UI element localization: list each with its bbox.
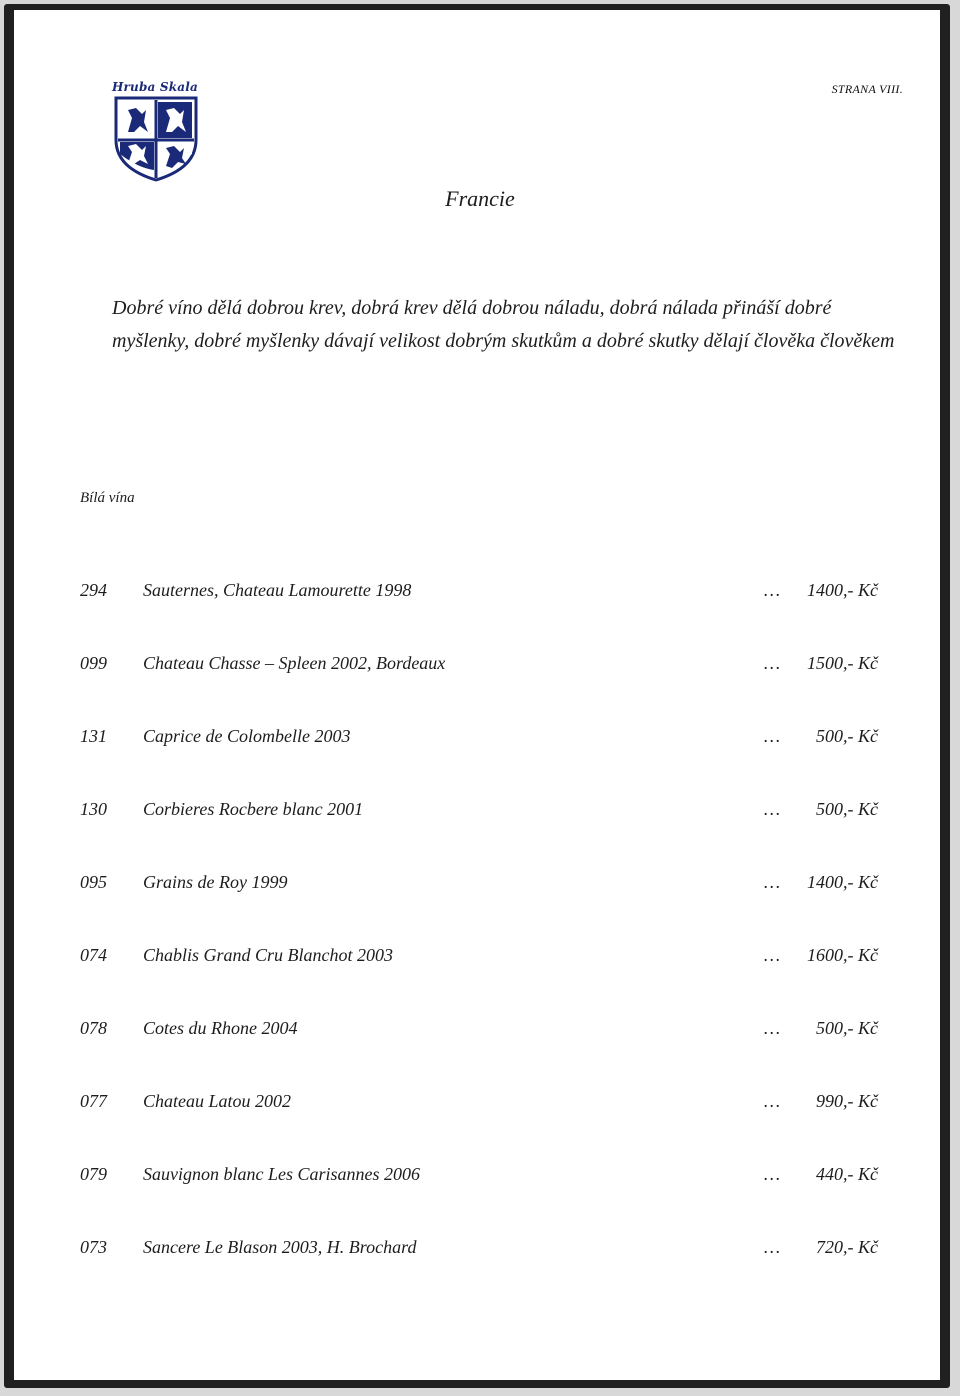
price-leader: … xyxy=(764,1091,781,1111)
price-leader: … xyxy=(764,945,781,965)
wine-row xyxy=(0,580,960,653)
wine-name: Sauvignon blanc Les Carisannes 2006 xyxy=(143,1164,420,1184)
wine-name: Sancere Le Blason 2003, H. Brochard xyxy=(143,1237,417,1257)
wine-name: Chablis Grand Cru Blanchot 2003 xyxy=(143,945,394,965)
wine-name: Cotes du Rhone 2004 xyxy=(143,1018,298,1038)
wine-code: 099 xyxy=(80,653,107,673)
wine-code: 130 xyxy=(80,799,107,819)
restaurant-logo xyxy=(108,80,218,184)
wine-row xyxy=(0,1237,960,1310)
price-leader: … xyxy=(764,653,781,673)
coat-of-arms-icon xyxy=(114,96,198,182)
price-leader: … xyxy=(764,726,781,746)
price-leader: … xyxy=(764,1018,781,1038)
wine-row xyxy=(0,945,960,1018)
wine-code: 077 xyxy=(80,1091,107,1111)
price-amount: 500,- Kč xyxy=(816,1018,878,1038)
wine-code: 294 xyxy=(80,580,107,600)
wine-code: 079 xyxy=(80,1164,107,1184)
wine-row xyxy=(0,1164,960,1237)
wine-name: Caprice de Colombelle 2003 xyxy=(143,726,351,746)
wine-row xyxy=(0,1091,960,1164)
price-amount: 1400,- Kč xyxy=(807,872,878,892)
price-leader: … xyxy=(764,1164,781,1184)
price-leader: … xyxy=(764,872,781,892)
wine-name: Chateau Chasse – Spleen 2002, Bordeaux xyxy=(143,653,446,673)
wine-code: 078 xyxy=(80,1018,107,1038)
price-amount: 1600,- Kč xyxy=(807,945,878,965)
price-leader: … xyxy=(764,1237,781,1257)
price-amount: 1500,- Kč xyxy=(807,653,878,673)
wine-name: Grains de Roy 1999 xyxy=(143,872,288,892)
price-amount: 500,- Kč xyxy=(816,726,878,746)
page-number: STRANA VIII. xyxy=(831,82,903,96)
wine-code: 074 xyxy=(80,945,107,965)
price-leader: … xyxy=(764,799,781,819)
wine-row xyxy=(0,653,960,726)
price-amount: 990,- Kč xyxy=(816,1091,878,1111)
price-leader: … xyxy=(764,580,781,600)
wine-row xyxy=(0,1018,960,1091)
section-title: Francie xyxy=(445,186,515,211)
wine-name: Sauternes, Chateau Lamourette 1998 xyxy=(143,580,412,600)
category-heading: Bílá vína xyxy=(80,490,135,506)
wine-row xyxy=(0,872,960,945)
price-amount: 440,- Kč xyxy=(816,1164,878,1184)
wine-name: Chateau Latou 2002 xyxy=(143,1091,292,1111)
wine-row xyxy=(0,799,960,872)
wine-code: 073 xyxy=(80,1237,107,1257)
price-amount: 1400,- Kč xyxy=(807,580,878,600)
wine-name: Corbieres Rocbere blanc 2001 xyxy=(143,799,364,819)
motto-text: Dobré víno dělá dobrou krev, dobrá krev dělá dobrou náladu, dobrá nálada přináší dobré myšlenky, dobré myšlenky dávají velikost dobrým skutkům a dobré skutky dělají člověka člověkem xyxy=(112,297,895,352)
price-amount: 720,- Kč xyxy=(816,1237,878,1257)
wine-code: 095 xyxy=(80,872,107,892)
logo-text: Hruba Skala xyxy=(111,80,199,94)
wine-list xyxy=(0,580,960,1310)
wine-row xyxy=(0,726,960,799)
price-amount: 500,- Kč xyxy=(816,799,878,819)
wine-code: 131 xyxy=(80,726,107,746)
